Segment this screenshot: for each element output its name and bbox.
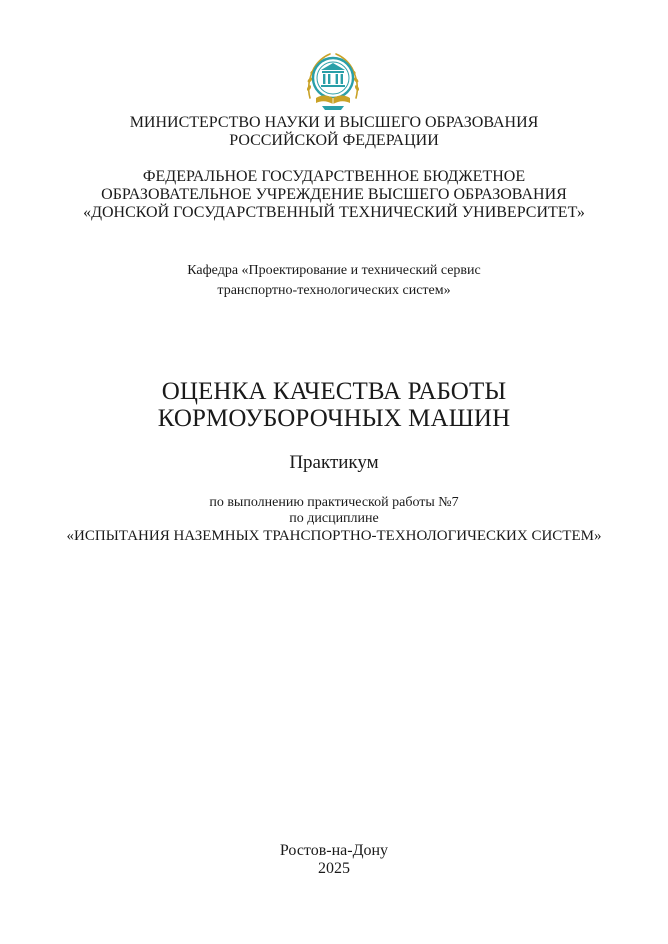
institution-header [0, 168, 668, 222]
department-block [0, 261, 668, 301]
details-line-2: по дисциплине [289, 511, 379, 526]
ministry-header [0, 114, 668, 150]
discipline-name: «ИСПЫТАНИЯ НАЗЕМНЫХ ТРАНСПОРТНО-ТЕХНОЛОГИЧЕСКИХ СИСТЕМ» [66, 528, 602, 544]
ministry-line-1: МИНИСТЕРСТВО НАУКИ И ВЫСШЕГО ОБРАЗОВАНИЯ [129, 114, 539, 131]
document-title [0, 378, 668, 432]
title-line-2: КОРМОУБОРОЧНЫХ МАШИН [157, 405, 511, 432]
institution-line-2: ОБРАЗОВАТЕЛЬНОЕ УЧРЕЖДЕНИЕ ВЫСШЕГО ОБРАЗОВАНИЯ [101, 186, 567, 203]
institution-line-1: ФЕДЕРАЛЬНОЕ ГОСУДАРСТВЕННОЕ БЮДЖЕТНОЕ [142, 168, 526, 185]
university-logo [302, 48, 364, 114]
city-label: Ростов-на-Дону [279, 842, 389, 859]
year-label: 2025 [318, 860, 350, 877]
publication-footer [0, 842, 668, 878]
work-details [0, 495, 668, 546]
department-line-2: транспортно-технологических систем» [217, 283, 451, 298]
document-subtitle: Практикум [289, 452, 379, 473]
university-emblem-icon [302, 48, 364, 114]
details-line-1: по выполнению практической работы №7 [209, 495, 459, 510]
department-line-1: Кафедра «Проектирование и технический сервис [187, 263, 481, 278]
title-line-1: ОЦЕНКА КАЧЕСТВА РАБОТЫ [161, 378, 507, 405]
ministry-line-2: РОССИЙСКОЙ ФЕДЕРАЦИИ [229, 132, 439, 149]
institution-line-3: «ДОНСКОЙ ГОСУДАРСТВЕННЫЙ ТЕХНИЧЕСКИЙ УНИВЕРСИТЕТ» [83, 204, 585, 221]
